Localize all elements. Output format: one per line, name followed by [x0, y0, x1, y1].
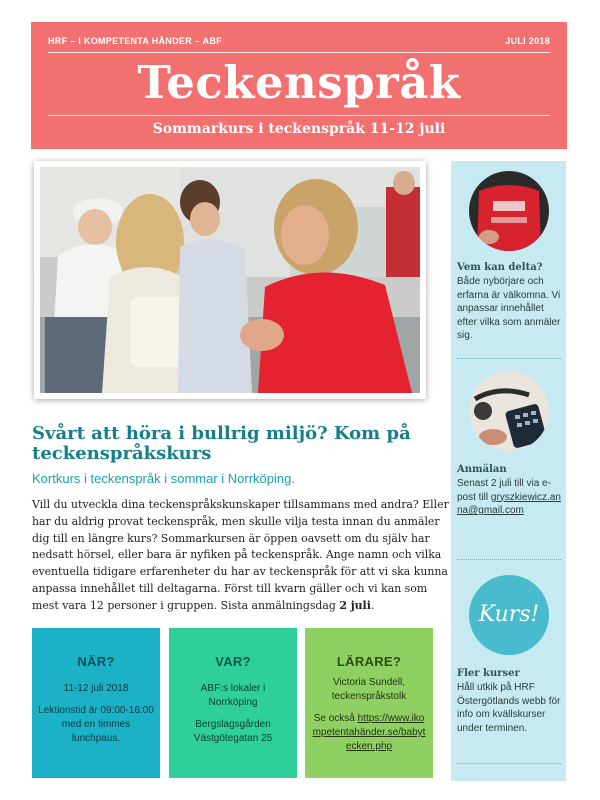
sidebar-photo-phone [469, 371, 549, 451]
teachers-title: LÄRARE? [336, 654, 402, 669]
sidebar-more [457, 667, 563, 735]
article-body [32, 497, 450, 615]
where-title: VAR? [215, 654, 251, 669]
sidebar-photo-shirt [469, 171, 549, 251]
page-subtitle: Sommarkurs i teckenspråk 11-12 juli [152, 121, 446, 137]
article-headline: Svårt att höra i bullrig miljö? Kom på teckenspråkskurs [32, 423, 411, 464]
main-photo-image [40, 167, 420, 393]
when-times: Lektionstid är 09:00-16:00 med en timmes lunchpaus. [38, 705, 154, 744]
header-date: JULI 2018 [505, 36, 550, 46]
where-venue: ABF:s lokaler i Norrköping [200, 683, 266, 708]
sidebar-divider [457, 358, 561, 359]
sidebar-more-heading: Fler kurser [457, 668, 520, 679]
article-body-period: . [370, 598, 375, 612]
sidebar-who [457, 261, 563, 343]
header-topline [48, 32, 550, 50]
header-org: HRF – I KOMPETENTA HÄNDER – ABF [48, 36, 222, 46]
sidebar-signup-email[interactable]: gryszkiewicz.anna@gmail.com [457, 491, 561, 516]
sidebar-signup-text-wrap [457, 477, 563, 518]
sidebar-who-text: Både nybörjare och erfarna är välkomna. Vi anpassar innehållet efter vilka som anmäler sig. [457, 276, 561, 341]
kurs-badge: Kurs! [469, 575, 549, 655]
article-subhead: Kortkurs i teckenspråk i sommar i Norrköping. [32, 471, 295, 486]
article-body-text: Vill du utveckla dina teckenspråkskunskaper tillsammans med andra? Eller har du aldrig provat teckenspråk, men skulle vilja testa innan du anmäler dig till en längre kurs? Sommarkursen är öppen oavsett om du själv har nedsatt hörsel, eller bara är nyfiken på teckenspråk. Ange namn och vilka eventuella tidigare erfarenheter du har av teckenspråk för att vi ska kunna anpassa innehållet till deltagarna. Först till kvarn gäller och vi kan som mest vara 12 personer i gruppen. Sista anmälningsdag [32, 498, 449, 612]
header-rule-bottom [48, 115, 550, 116]
sidebar-divider [457, 559, 561, 560]
where-address: Bergslagsgården Västgötegatan 25 [193, 719, 273, 744]
main-photo [34, 161, 426, 399]
teachers-names: Victoria Sundell, teckenspråkstolk [331, 677, 407, 702]
sidebar-signup-text: Senast 2 juli till via e-post till [457, 478, 551, 503]
teachers-box [305, 628, 433, 778]
sidebar-signup-heading: Anmälan [457, 464, 507, 475]
where-box [169, 628, 297, 778]
page-title: Teckenspråk [137, 56, 461, 109]
when-title: NÄR? [77, 654, 115, 669]
article-deadline: 2 juli [339, 598, 371, 612]
teachers-see-also-label: Se också [313, 713, 358, 724]
sidebar-more-text: Håll utkik på HRF Östergötlands webb för info om kvällskurser under terminen. [457, 682, 561, 734]
sidebar-who-heading: Vem kan delta? [457, 262, 543, 273]
header-banner [31, 22, 567, 149]
teachers-link[interactable]: https://www.ikompetentahänder.se/babytecken.php [312, 713, 426, 752]
when-dates: 11-12 juli 2018 [63, 683, 129, 694]
when-box [32, 628, 160, 778]
shirt-photo-image [469, 171, 549, 251]
sidebar-divider [457, 763, 561, 764]
teachers-see-also [311, 712, 427, 754]
phone-photo-image [469, 371, 549, 451]
sidebar [451, 161, 566, 781]
sidebar-signup [457, 463, 563, 518]
